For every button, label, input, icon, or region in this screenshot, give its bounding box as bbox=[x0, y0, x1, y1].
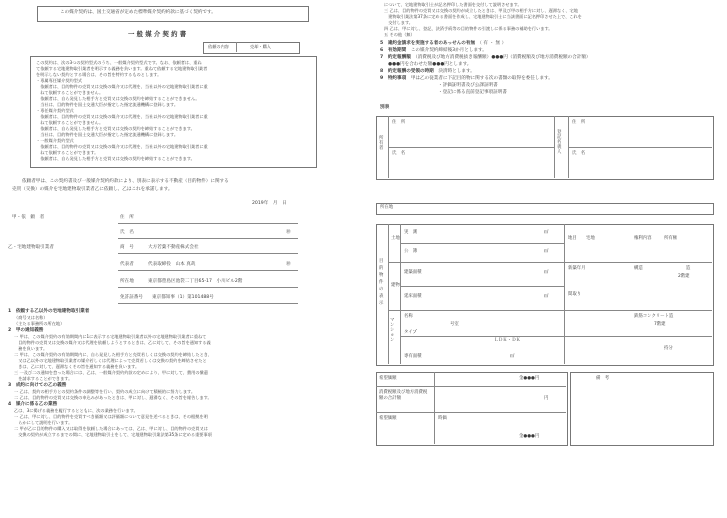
company-value: 大方若葉不動産株式会社 bbox=[148, 245, 199, 250]
location-label: 所在地 bbox=[380, 205, 394, 210]
owner-name-label: 氏 名 bbox=[392, 151, 406, 156]
contract-type-label: 依頼の内容 bbox=[208, 44, 229, 49]
party-a-name-label: 氏 名 bbox=[120, 230, 134, 235]
money-value: 金●●●円 bbox=[519, 434, 540, 439]
owner-address-label: 住 所 bbox=[392, 120, 406, 125]
total-floor-label: 延床面積 bbox=[404, 294, 422, 299]
seal-mark: ㊞ bbox=[286, 230, 291, 235]
document-title: 一 般 媒 介 契 約 書 bbox=[128, 30, 187, 38]
building-label: 建物 bbox=[391, 283, 400, 288]
registered-address-label: 住 所 bbox=[572, 120, 586, 125]
owner-table bbox=[376, 116, 714, 180]
owner-label: 所有者 bbox=[379, 136, 384, 151]
registered-owner-name-label: 氏 名 bbox=[572, 151, 586, 156]
exclusive-sqm: ㎡ bbox=[510, 354, 515, 359]
structure-value: 造 bbox=[686, 266, 691, 271]
mansion-floors: 7階建 bbox=[654, 322, 666, 327]
total-floor-sqm: ㎡ bbox=[544, 294, 549, 299]
contract-date: 2019年 月 日 bbox=[252, 201, 287, 206]
mansion-structure: 鉄筋コンクリート造 bbox=[634, 314, 674, 319]
annex-label: 別表 bbox=[380, 105, 390, 110]
office-label: 所在地 bbox=[120, 279, 134, 284]
party-b-label: 乙・宅地建物取引業者 bbox=[8, 245, 54, 250]
party-a-label: 甲・依 頼 者 bbox=[12, 215, 45, 220]
layout-label: 間取り bbox=[568, 292, 582, 297]
preamble-line-2: 売買（交換）の媒介を宅地建物取引業者乙に依頼し、乙はこれを承諾します。 bbox=[12, 187, 173, 192]
land-label: 土地 bbox=[391, 236, 400, 241]
location-row bbox=[376, 203, 714, 215]
left-page bbox=[0, 0, 363, 518]
remarks-box bbox=[570, 372, 714, 446]
contract-type-value: 売却・購入 bbox=[250, 44, 271, 49]
company-seal-mark: ㊞ bbox=[286, 262, 291, 267]
company-label: 商 号 bbox=[120, 245, 134, 250]
sale-price-label: 希望価額 bbox=[379, 376, 397, 381]
share-label: 持分 bbox=[664, 346, 673, 351]
rep-value: 代表取締役 山本 真哉 bbox=[148, 262, 196, 267]
mansion-name-label: 名称 bbox=[404, 314, 413, 319]
license-value: 東京都知事（1）第101488号 bbox=[152, 295, 214, 300]
seller-price-label: 希望価額 bbox=[379, 416, 397, 421]
exclusive-area-label: 専有面積 bbox=[404, 354, 422, 359]
land-category-label: 地目 bbox=[568, 236, 577, 241]
sale-price-value: 金●●●円 bbox=[519, 376, 540, 381]
party-a-address-label: 住 所 bbox=[120, 215, 134, 220]
rep-label: 代表者 bbox=[120, 262, 134, 267]
continued-clauses: について、宅地建物取引士が記名押印した書面を交付して説明させます。 三 乙は、目的物件の売買又は交換の契約が成立したときは、甲及び甲の相手方に対し、遅滞なく、宅地 建物取引業法第37条に定める書面を作成し、宅地建物取引士に当該書面に記名押印させた上で、これを 交付します。 四 乙は、甲に対し、登記、決済手続等の目的物件の引渡しに係る事務の補助を行います。 五 その他（無） bbox=[384, 2, 582, 37]
floor-area-label: 建築面積 bbox=[404, 270, 422, 275]
rights-label: 権利内容 bbox=[634, 236, 652, 241]
mansion-label: マンション bbox=[390, 318, 395, 343]
deposit-label: 時価 bbox=[438, 416, 447, 421]
office-value: 東京都豊島区池袋二丁目65-17 小川ビル2階 bbox=[148, 279, 243, 284]
right-page bbox=[364, 0, 727, 518]
items-list: 5 違約金請求を実施する者のあっせんの有無 （ 有 ・ 無 ） 6 有効期間 この媒介契約締結後3か月とします。 7 約定報酬額 （消費税及び地方消費税抜き報酬額）●●●円（消費税額及び地方消費税額の合計額） ●●●円を合わせた額●●●円とします。 8 約定報酬の受領の時期 決済時とします。 9 特約事項 甲は乙の従業者に下記目的物に関する次の書類の取得を委任します。 ・評価証明書及び公課証明書 ・登記に係る直前登記事項証明書 bbox=[380, 41, 591, 95]
license-label: 免許証番号 bbox=[120, 295, 143, 300]
land-category-value: 宅地 bbox=[586, 236, 595, 241]
floor-sqm: ㎡ bbox=[544, 270, 549, 275]
actual-label: 実 測 bbox=[404, 230, 418, 235]
type-label: タイプ bbox=[404, 330, 417, 335]
preamble-line-1: 依頼者甲は、この契約書及び一般媒介契約約款により、別表に表示する不動産（目的物件）に関する bbox=[22, 179, 229, 184]
registry-sqm: ㎡ bbox=[544, 249, 549, 254]
construction-date-label: 新築年月 bbox=[568, 266, 586, 271]
floors-value: 2階建 bbox=[678, 274, 690, 279]
intro-text: この契約は、次の3つの契約型式のうち、一般媒介契約型式です。なお、依頼者は、重ね て依頼する宅地建物取引業者を明示する義務を負います。重ねて依頼する宅地建物取引業者 を明示しない契約とする場合は、その旨を特約するものとします。 ・専属専任媒介契約型式 依頼者は、目的物件の売買又は交換の媒介又は代理を、当社以外の宅地建物取引業者に重 ねて依頼することができません。 依頼者は、自ら発見した相手方と売買又は交換の契約を締結することができません。 当社は、目的物件を国土交通大臣が指定した指定流通機構に登録します。 ・専任媒介契約型式 依頼者は、目的物件の売買又は交換の媒介又は代理を、当社以外の宅地建物取引業者に重 ねて依頼することができません。 依頼者は、自ら発見した相手方と売買又は交換の契約を締結することができます。 当社は、目的物件を国土交通大臣が指定した指定流通機構に登録します。 ・一般媒介契約型式 依頼者は、目的物件の売買又は交換の媒介又は代理を、当社以外の宅地建物取引業者に重 ねて依頼することができます。 依頼者は、自ら発見した相手方と売買又は交換の契約を締結することができます。 bbox=[36, 60, 208, 161]
object-label: 目的物件の表示 bbox=[379, 259, 384, 306]
notice-text: この媒介契約は、国土交通省が定めた標準媒介契約約款に基づく契約です。 bbox=[60, 10, 216, 15]
tax-label: 消費税額及び地方消費税額の合計額 bbox=[379, 390, 428, 401]
registered-name-label: 登記名義人 bbox=[557, 130, 562, 155]
tax-value: 円 bbox=[544, 396, 549, 401]
remarks-label: 備 考 bbox=[596, 376, 610, 381]
type-value: ＬＤＫ・ＤＫ bbox=[494, 338, 521, 343]
rights-value: 所有権 bbox=[664, 236, 678, 241]
terms-sections: 1 依頼する乙以外の宅地建物取引業者 （商号又は名称） （主たる事務所の所在地） 2 甲の通知義務 一 甲は、この媒介契約の有効期間内に1に表示する宅地建物取引業者以外の宅地建物取引業者に重ねて 目的物件の売買又は交換の媒介又は代理を依頼しようとするときは、乙に対して、その旨を通知する義 務を負います。 二 甲は、この媒介契約の有効期間内に、自ら発見した相手方と売買若しくは交換の契約を締結したとき、 又は乙以外の宅地建物取引業者の媒介若しくは代理によって売買若しくは交換の契約を締結させたと きは、乙に対して、遅滞なくその旨を通知する義務を負います。 三 一及び二の通知を怠った場合には、乙は、一般媒介契約約款の定めにより、甲に対して、費用の償還 を請求することができます。 3 成約に向けての乙の義務 一 乙は、契約の相手方との契約条件の調整等を行い、契約の成立に向けて積極的に努力します。 二 乙は、目的物件の売買又は交換の申込みがあったときは、甲に対し、遅滞なく、その旨を報告します。 4 媒介に係る乙の業務 乙は、3に掲げる義務を履行するとともに、次の業務を行います。 一 乙は、甲に対し、目的物件を売買すべき価額又は評価額について意見を述べるときは、その根拠を明 らかにして説明を行います。 二 甲が乙に目的物件の購入又は取得を依頼した場合にあっては、乙は、甲に対し、目的物件の売買又は 交換の契約が成立するまでの間に、宅地建物取引士をして、宅地建物取引業法第35条に定める重要事項 bbox=[8, 309, 212, 437]
room-label: 号室 bbox=[450, 322, 459, 327]
actual-sqm: ㎡ bbox=[544, 230, 549, 235]
registry-label: 公 簿 bbox=[404, 249, 418, 254]
structure-label: 構造 bbox=[634, 266, 643, 271]
